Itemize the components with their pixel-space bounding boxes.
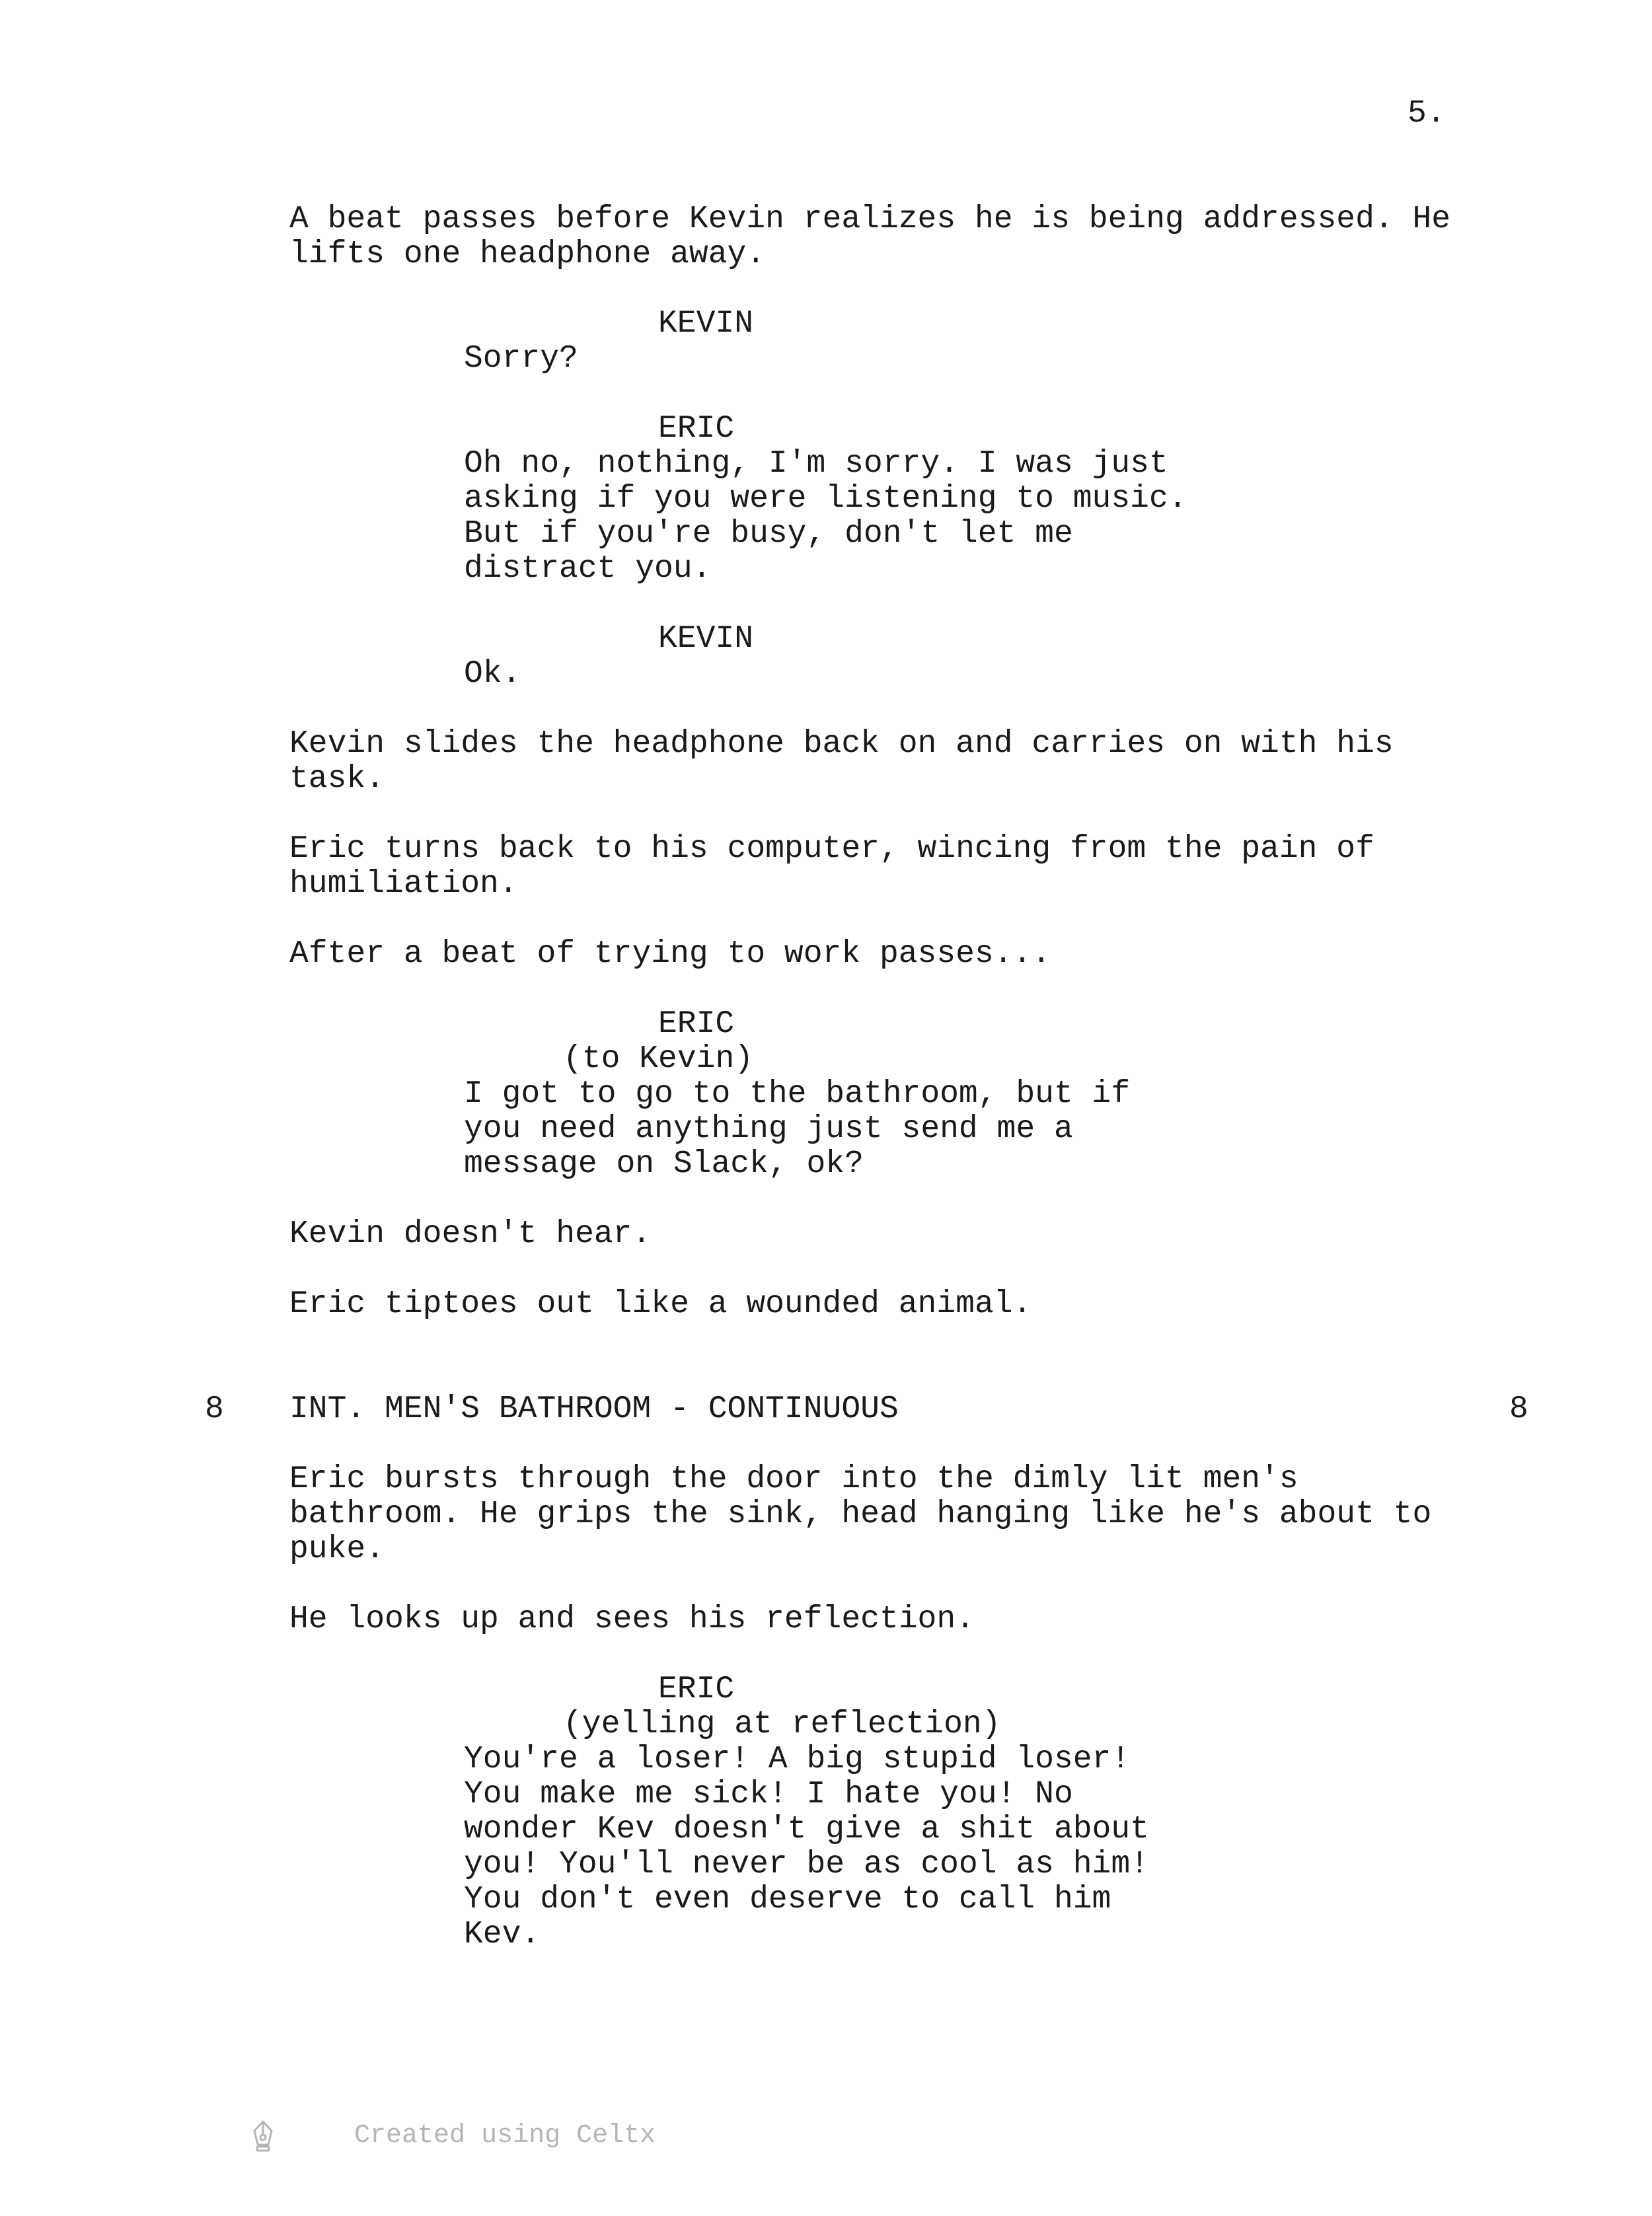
dialogue-block (464, 1742, 1149, 1952)
action-block (289, 1462, 1431, 1567)
dialogue-line: asking if you were listening to music. (464, 481, 1187, 517)
dialogue-line: you! You'll never be as cool as him! (464, 1847, 1149, 1882)
dialogue-line: Sorry? (464, 341, 578, 377)
dialogue-line: Kev. (464, 1917, 541, 1952)
dialogue-line: you need anything just send me a (464, 1111, 1073, 1147)
action-block (289, 727, 1394, 797)
action-line: humiliation. (289, 866, 518, 902)
dialogue-line: You don't even deserve to call him (464, 1882, 1111, 1917)
dialogue-line: I got to go to the bathroom, but if (464, 1076, 1131, 1112)
action-block (289, 1287, 1032, 1322)
action-line: task. (289, 761, 385, 797)
scene-number-right: 8 (1509, 1391, 1528, 1427)
parenthetical: (to Kevin) (563, 1041, 754, 1077)
dialogue-line: message on Slack, ok? (464, 1146, 864, 1182)
action-block (289, 1602, 975, 1637)
action-block (289, 1217, 651, 1252)
dialogue-line: Oh no, nothing, I'm sorry. I was just (464, 446, 1168, 482)
character-name: ERIC (658, 1672, 735, 1707)
scene-heading: INT. MEN'S BATHROOM - CONTINUOUS (289, 1391, 899, 1427)
dialogue-line: distract you. (464, 551, 712, 587)
dialogue-line: Ok. (464, 656, 521, 692)
character-name: ERIC (658, 1006, 735, 1042)
dialogue-line: wonder Kev doesn't give a shit about (464, 1812, 1149, 1847)
character-name: KEVIN (658, 621, 754, 657)
action-line: A beat passes before Kevin realizes he is being addressed. He (289, 202, 1451, 237)
action-line: Eric bursts through the door into the dimly lit men's (289, 1461, 1298, 1497)
scene-number-left: 8 (205, 1391, 224, 1427)
character-name: KEVIN (658, 306, 754, 342)
dialogue-block (464, 1077, 1130, 1182)
footer-text: Created using Celtx (354, 2121, 656, 2151)
action-block (289, 937, 1051, 972)
action-line: lifts one headphone away. (289, 237, 766, 272)
dialogue-block (464, 657, 521, 692)
dialogue-line: But if you're busy, don't let me (464, 516, 1073, 552)
dialogue-line: You make me sick! I hate you! No (464, 1777, 1073, 1812)
page-number: 5. (1408, 96, 1446, 131)
action-line: He looks up and sees his reflection. (289, 1602, 975, 1637)
dialogue-line: You're a loser! A big stupid loser! (464, 1742, 1131, 1777)
action-block (289, 832, 1374, 902)
action-line: Kevin doesn't hear. (289, 1216, 652, 1252)
action-line: Eric tiptoes out like a wounded animal. (289, 1286, 1032, 1322)
action-line: puke. (289, 1532, 385, 1567)
dialogue-block (464, 447, 1187, 587)
dialogue-block (464, 342, 578, 377)
celtx-footer (250, 2056, 656, 2216)
action-line: After a beat of trying to work passes... (289, 936, 1051, 972)
parenthetical: (yelling at reflection) (563, 1707, 1001, 1742)
action-line: Kevin slides the headphone back on and carries on with his (289, 726, 1394, 762)
action-line: bathroom. He grips the sink, head hanging like he's about to (289, 1496, 1432, 1532)
action-line: Eric turns back to his computer, wincing from the pain of (289, 831, 1374, 867)
celtx-pen-icon (250, 2056, 345, 2216)
action-block (289, 202, 1450, 272)
character-name: ERIC (658, 411, 735, 447)
